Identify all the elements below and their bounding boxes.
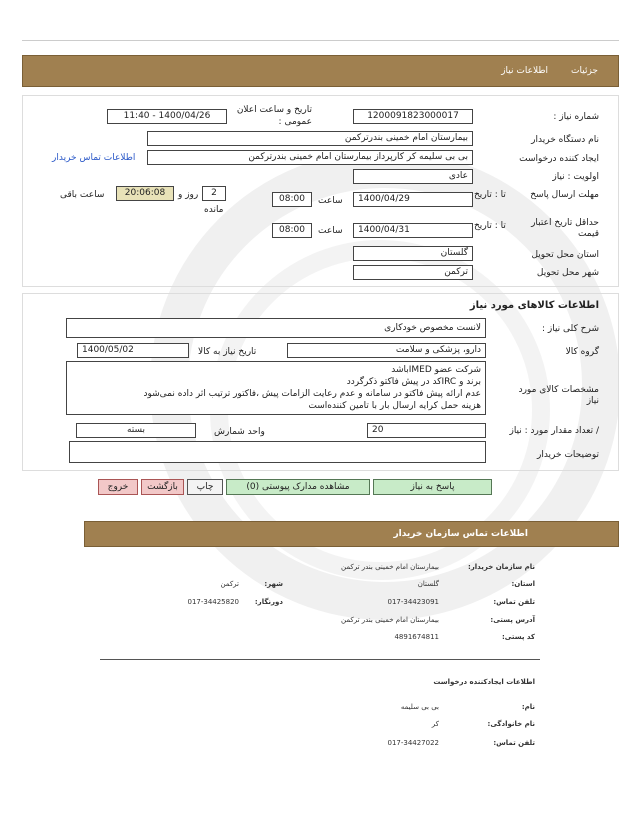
priority-field: عادی	[353, 169, 473, 184]
general-desc-field: لانست مخصوص خودکاری	[66, 318, 486, 338]
attachments-button[interactable]: مشاهده مدارک پیوستی (0)	[226, 479, 370, 495]
spec-field	[66, 361, 486, 415]
contact-phone-label: تلفن تماس:	[493, 598, 535, 606]
contact-address-value: بیمارستان امام خمینی بندر ترکمن	[341, 616, 439, 624]
contact-fax-label: دورنگار:	[254, 598, 283, 606]
need-number-label: شماره نیاز :	[553, 112, 599, 122]
validity-label: حداقل تاریخ اعتبار قیمت	[531, 218, 599, 239]
buyer-notes-field	[69, 441, 486, 463]
deadline-date-field: 1400/04/29	[353, 192, 473, 207]
contact-phone-value: 017-34423091	[387, 598, 439, 606]
spec-line: برند و IRCکد در پیش فاکتو ذکرگردد	[346, 377, 481, 387]
spec-label: مشخصات کالای مورد نیاز	[518, 385, 599, 406]
deadline-until-label: تا : تاریخ	[474, 190, 506, 200]
creator-phone-value: 017-34427022	[387, 739, 439, 747]
contact-province-label: استان:	[511, 580, 535, 588]
province-field: گلستان	[353, 246, 473, 261]
spec-line: هزینه حمل کرایه ارسال بار با تامین کننده‌است	[308, 401, 481, 411]
deadline-label: مهلت ارسال پاسخ	[530, 190, 599, 200]
reply-button[interactable]: پاسخ به نیاز	[373, 479, 492, 495]
org-name-label: نام سازمان خریدار:	[467, 563, 535, 571]
creator-phone-label: تلفن تماس:	[493, 739, 535, 747]
goods-title: اطلاعات کالاهای مورد نیاز	[469, 300, 599, 311]
goods-group-field: دارو، پزشکی و سلامت	[287, 343, 486, 358]
spec-line: عدم ارائه پیش فاکتو در سامانه و عدم رعایت الزامات پیش ،فاکتور ترتیب اثر داده نمی‌شود	[143, 389, 481, 399]
creator-label: ایجاد کننده درخواست	[519, 154, 599, 164]
tab-need-info[interactable]: اطلاعات نیاز	[501, 66, 548, 76]
buyer-org-field: بیمارستان امام خمینی بندرترکمن	[147, 131, 473, 146]
contact-postal-label: کد پستی:	[501, 633, 535, 641]
contact-city-label: شهر:	[264, 580, 283, 588]
contact-divider	[100, 659, 540, 660]
tab-details[interactable]: جزئیات	[571, 66, 598, 76]
validity-time-field: 08:00	[272, 223, 312, 238]
province-label: استان محل تحویل	[531, 250, 599, 260]
goods-group-label: گروه کالا	[565, 347, 599, 357]
print-button[interactable]: چاپ	[187, 479, 223, 495]
qty-label: / تعداد مقدار مورد : نیاز	[509, 426, 599, 436]
creator-field: بی بی سلیمه کر کارپرداز بیمارستان امام خمینی بندرترکمن	[147, 150, 473, 165]
spec-line: شرکت عضو IMEDباشد	[391, 365, 481, 375]
unit-label: واحد شمارش	[214, 427, 265, 437]
general-desc-label: شرح کلی نیاز :	[541, 324, 599, 334]
remaining-label-2: مانده	[204, 205, 224, 215]
deadline-time-label: ساعت	[318, 196, 343, 206]
announce-label: تاریخ و ساعت اعلان عمومی :	[236, 105, 312, 127]
exit-button[interactable]: خروج	[98, 479, 138, 495]
qty-field: 20	[367, 423, 486, 438]
buyer-contact-link[interactable]: اطلاعات تماس خریدار	[52, 153, 136, 163]
validity-date-field: 1400/04/31	[353, 223, 473, 238]
top-divider	[22, 40, 619, 41]
validity-until-label: تا : تاریخ	[474, 221, 506, 231]
contact-postal-value: 4891674811	[394, 633, 439, 641]
top-tab-bar	[22, 55, 619, 87]
contact-header-bar	[84, 521, 619, 547]
creator-name-label: نام:	[521, 703, 535, 711]
contact-title: اطلاعات تماس سازمان خریدار	[393, 529, 528, 539]
creator-info-title: اطلاعات ایجادکننده درخواست	[433, 678, 535, 686]
contact-province-value: گلستان	[417, 580, 439, 588]
announce-field: 1400/04/26 - 11:40	[107, 109, 227, 124]
buyer-notes-label: توضیحات خریدار	[536, 450, 599, 460]
creator-family-label: نام خانوادگی:	[487, 720, 535, 728]
need-date-field: 1400/05/02	[77, 343, 189, 358]
city-label: شهر محل تحویل	[536, 268, 599, 278]
days-left-field: 2	[202, 186, 226, 201]
deadline-time-field: 08:00	[272, 192, 312, 207]
back-button[interactable]: بازگشت	[141, 479, 184, 495]
contact-address-label: آدرس پستی:	[490, 616, 535, 624]
contact-city-value: ترکمن	[220, 580, 239, 588]
need-number-field: 1200091823000017	[353, 109, 473, 124]
org-name-value: بیمارستان امام خمینی بندر ترکمن	[341, 563, 439, 571]
need-date-label: تاریخ نیاز به کالا	[198, 347, 257, 357]
unit-field: بسته	[76, 423, 196, 438]
buyer-org-label: نام دستگاه خریدار	[531, 135, 599, 145]
days-label: روز و	[178, 190, 199, 200]
remaining-label: ساعت باقی	[60, 190, 105, 200]
creator-family-value: کر	[431, 720, 439, 728]
priority-label: اولویت : نیاز	[552, 172, 599, 182]
city-field: ترکمن	[353, 265, 473, 280]
validity-time-label: ساعت	[318, 226, 343, 236]
creator-name-value: بی بی سلیمه	[400, 703, 439, 711]
contact-fax-value: 017-34425820	[187, 598, 239, 606]
countdown-field: 20:06:08	[116, 186, 174, 201]
